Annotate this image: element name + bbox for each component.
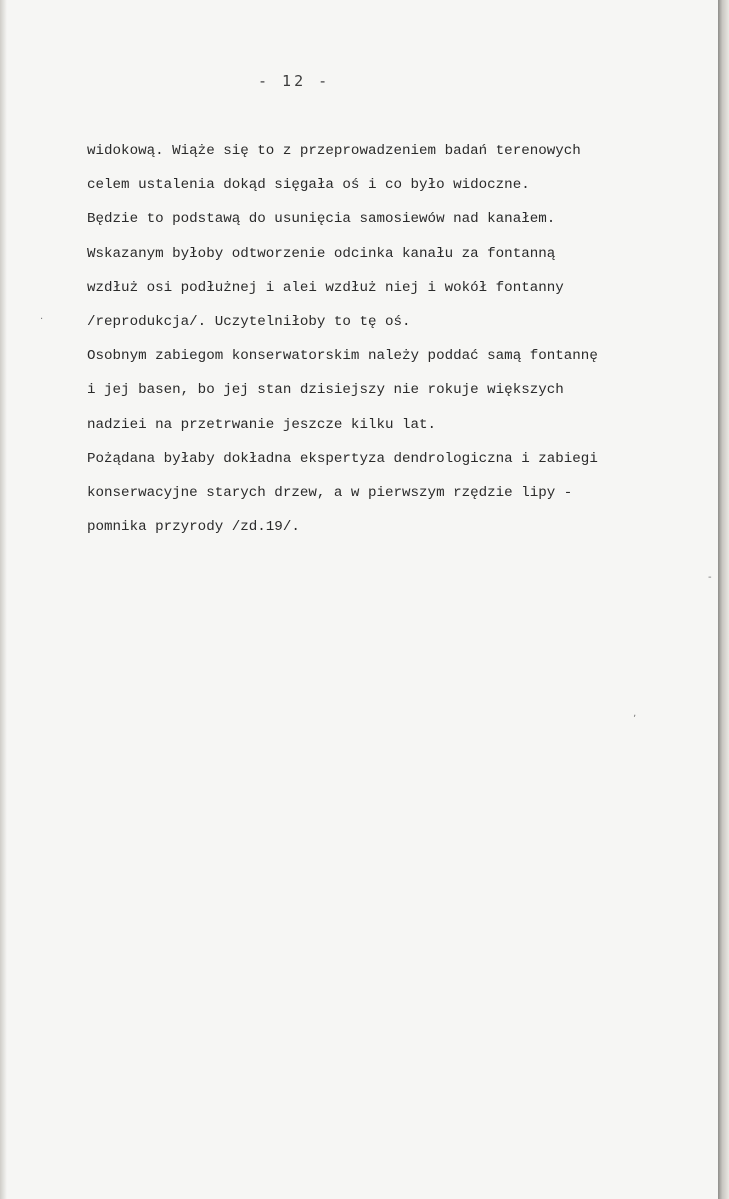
text-line: widokową. Wiąże się to z przeprowadzeniem badań terenowych <box>87 143 581 159</box>
text-line: konserwacyjne starych drzew, a w pierwszym rzędzie lipy - <box>87 484 573 501</box>
text-line: i jej basen, bo jej stan dzisiejszy nie rokuje większych <box>87 382 564 399</box>
page-right-edge <box>718 0 729 1199</box>
margin-speck: · <box>40 314 44 325</box>
text-line: Pożądana byłaby dokładna ekspertyza dendrologiczna i zabiegi <box>87 450 598 467</box>
text-line: Wskazanym byłoby odtworzenie odcinka kanału za fontanną <box>87 245 556 262</box>
page-left-shadow <box>0 0 7 1199</box>
page-number: - 12 - <box>258 72 331 90</box>
text-line: wzdłuż osi podłużnej i alei wzdłuż niej i wokół fontanny <box>87 279 564 296</box>
text-line: pomnika przyrody /zd.19/. <box>87 519 300 536</box>
body-text <box>87 139 712 549</box>
text-line: celem ustalenia dokąd sięgała oś i co było widoczne. <box>87 177 530 194</box>
margin-speck: - <box>708 572 712 583</box>
text-line: nadziei na przetrwanie jeszcze kilku lat. <box>87 416 437 433</box>
text-line: Osobnym zabiegom konserwatorskim należy poddać samą fontannę <box>87 348 598 365</box>
text-line: Będzie to podstawą do usunięcia samosiewów nad kanałem. <box>87 211 556 228</box>
text-line: /reprodukcja/. Uczytelniłoby to tę oś. <box>87 313 411 330</box>
pencil-mark: ʼ <box>633 714 637 725</box>
